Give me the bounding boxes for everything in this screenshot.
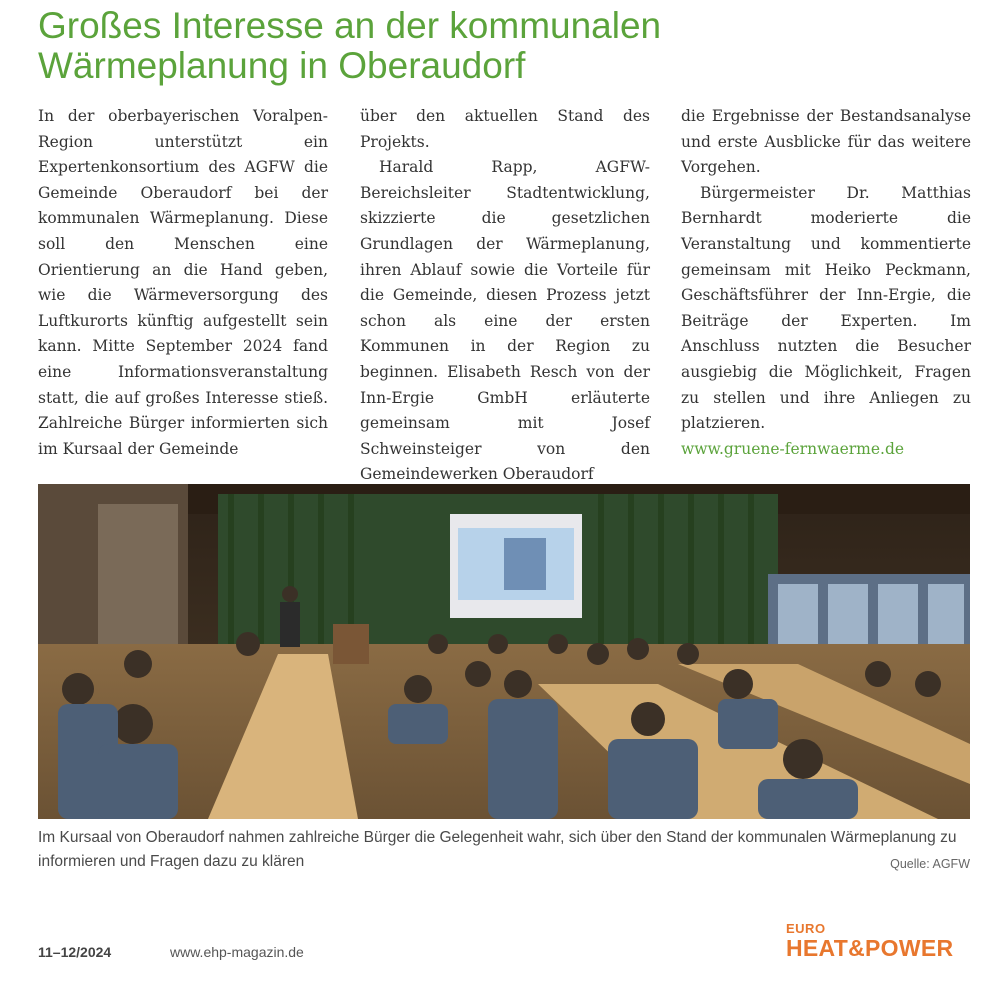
website-link[interactable]: www.gruene-fernwaerme.de [681, 439, 905, 458]
column-1 [38, 104, 328, 462]
event-photo [38, 484, 970, 819]
logo-euro-text: EURO [786, 921, 826, 936]
kursaal-photo-illustration [38, 484, 970, 819]
logo-main-text: HEAT&POWER [786, 935, 954, 961]
column-3 [681, 104, 971, 462]
magazine-website[interactable]: www.ehp-magazin.de [170, 944, 304, 960]
paragraph: In der oberbayerischen Voralpen-Region unterstützt ein Expertenkonsortium des AGFW die Gemeinde Oberaudorf bei der kommunalen Wärmeplanung. Diese soll den Menschen eine Orientierung an die Hand geben, wie die Wärmeversorgung des Luftkurorts künftig aufgestellt sein kann. Mitte September 2024 fand eine Informationsveranstaltung statt, die auf großes Interesse stieß. Zahlreiche Bürger informierten sich im Kursaal der Gemeinde [38, 107, 328, 458]
photo-source: Quelle: AGFW [890, 857, 970, 871]
article-title [38, 6, 938, 86]
column-2 [360, 104, 650, 488]
paragraph: über den aktuellen Stand des Projekts. [360, 107, 650, 151]
title-line-2: Wärmeplanung in Oberaudorf [38, 45, 526, 86]
figure-caption: Im Kursaal von Oberaudorf nahmen zahlreiche Bürger die Gelegenheit wahr, sich über den Stand der kommunalen Wärmeplanung zu informieren und Fragen dazu zu klären [38, 829, 957, 870]
paragraph: die Ergebnisse der Bestandsanalyse und erste Ausblicke für das weitere Vorgehen. [681, 107, 971, 177]
euro-heat-power-logo [786, 922, 976, 961]
title-line-1: Großes Interesse an der kommunalen [38, 5, 662, 46]
paragraph: Harald Rapp, AGFW-Bereichsleiter Stadtentwicklung, skizzierte die gesetzlichen Grundlagen der Wärmeplanung, ihren Ablauf sowie die Vorteile für die Gemeinde, diesen Prozess jetzt schon als eine der ersten Kommunen in der Region zu beginnen. Elisabeth Resch von der Inn-Ergie GmbH erläuterte gemeinsam mit Josef Schweinsteiger von den Gemeindewerken Oberaudorf [360, 158, 650, 484]
issue-number: 11–12/2024 [38, 944, 112, 960]
paragraph: Bürgermeister Dr. Matthias Bernhardt moderierte die Veranstaltung und kommentierte gemeinsam mit Heiko Peckmann, Geschäftsführer der Inn-Ergie, die Beiträge der Experten. Im Anschluss nutzten die Besucher ausgiebig die Möglichkeit, Fragen zu stellen und ihre Anliegen zu platzieren. [681, 183, 971, 433]
